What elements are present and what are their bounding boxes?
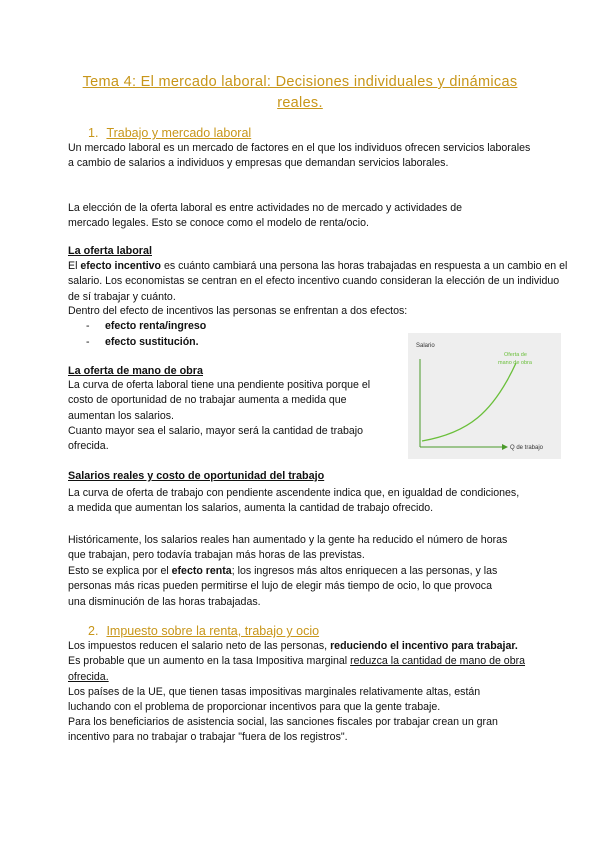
paragraph-labor-market: Un mercado laboral es un mercado de factores en el que los individuos ofrecen servicios laborales a cambio de salarios a individuos y empresas que demandan servicios laborales. [68,142,531,170]
paragraph-incentive-effect [68,259,568,305]
bold-term: reduciendo el incentivo para trabajar. [330,640,518,652]
chart-svg [408,333,561,459]
subheading-real-wages: Salarios reales y costo de oportunidad del trabajo [68,470,325,482]
paragraph-upward-slope: La curva de oferta de trabajo con pendiente ascendente indica que, en igualdad de condiciones, a medida que aumentan los salarios, aumenta la cantidad de trabajo ofrecido. [68,487,520,515]
bold-term: efecto renta [171,565,232,577]
paragraph-social-assistance: Para los beneficiarios de asistencia social, las sanciones fiscales por trabajar crean un gran incentivo para no trabajar o trabajar "fuera de los registros". [68,716,498,744]
paragraph-historical: Históricamente, los salarios reales han aumentado y la gente ha reducido el número de horas que trabajan, pero todavía trabajan más horas de las previstas. [68,534,508,562]
text-run: es cuánto cambiará una persona las horas trabajadas en respuesta a un cambio en el salario. Los economistas se centran en el efecto incentivo cuando consideran la elección de un individuo de sí trabajar y cuánto. [68,260,568,303]
chart-xlabel: Q de trabajo [510,445,544,451]
list-item-text: efecto sustitución. [105,336,199,348]
bullet-dash: - [86,336,90,348]
document-title: Tema 4: El mercado laboral: Decisiones individuales y dinámicas reales. [82,74,518,111]
section-title: Trabajo y mercado laboral [106,126,252,140]
underlined-term: reduzca la cantidad de mano de obra ofrecida. [68,655,526,683]
section-title: Impuesto sobre la renta, trabajo y ocio [106,624,320,638]
section-1-heading [88,126,251,140]
section-number: 2. [88,624,99,638]
section-number: 1. [88,126,99,140]
paragraph-income-effect [68,564,508,610]
subheading-labor-supply: La oferta laboral [68,245,152,257]
bold-term: efecto incentivo [80,260,162,272]
list-item [68,334,206,350]
x-axis-arrow [502,444,508,450]
text-run: Esto se explica por el [68,565,172,577]
list-item-text: efecto renta/ingreso [105,320,207,332]
text-run: Los impuestos reducen el salario neto de las personas, [68,640,331,652]
chart-curve-label-line2: mano de obra [498,360,532,366]
supply-curve-line [422,363,516,441]
paragraph-supply-curve: La curva de oferta laboral tiene una pendiente positiva porque el costo de oportunidad de no trabajar aumenta a medida que aumentan los salarios. [68,379,371,422]
labor-supply-chart [408,333,561,459]
paragraph-higher-wage: Cuanto mayor sea el salario, mayor será la cantidad de trabajo ofrecida. [68,425,364,453]
list-item [68,318,206,334]
effects-list [68,318,206,350]
text-run: El [68,260,81,272]
text-run: ; los ingresos más altos enriquecen a las personas, y las personas más ricas pueden permitirse el lujo de elegir más tiempo de ocio, lo que provoca una disminución de las horas trabajadas. [68,565,498,608]
bullet-dash: - [86,320,90,332]
subheading-labor-supply-curve: La oferta de mano de obra [68,365,203,377]
paragraph-eu-countries: Los países de la UE, que tienen tasas impositivas marginales relativamente altas, están luchando con el problema de proporcionar incentivos para que la gente trabaje. [68,686,481,714]
text-run: Es probable que un aumento en la tasa Impositiva marginal [68,655,351,668]
chart-ylabel: Salario [416,343,435,349]
paragraph-two-effects: Dentro del efecto de incentivos las personas se enfrentan a dos efectos: [68,305,408,317]
paragraph-labor-choice: La elección de la oferta laboral es entre actividades no de mercado y actividades de mercado legales. Esto se conoce como el modelo de renta/ocio. [68,202,462,230]
paragraph-taxes [68,639,526,685]
section-2-heading [88,624,319,638]
chart-curve-label-line1: Oferta de [504,352,527,358]
